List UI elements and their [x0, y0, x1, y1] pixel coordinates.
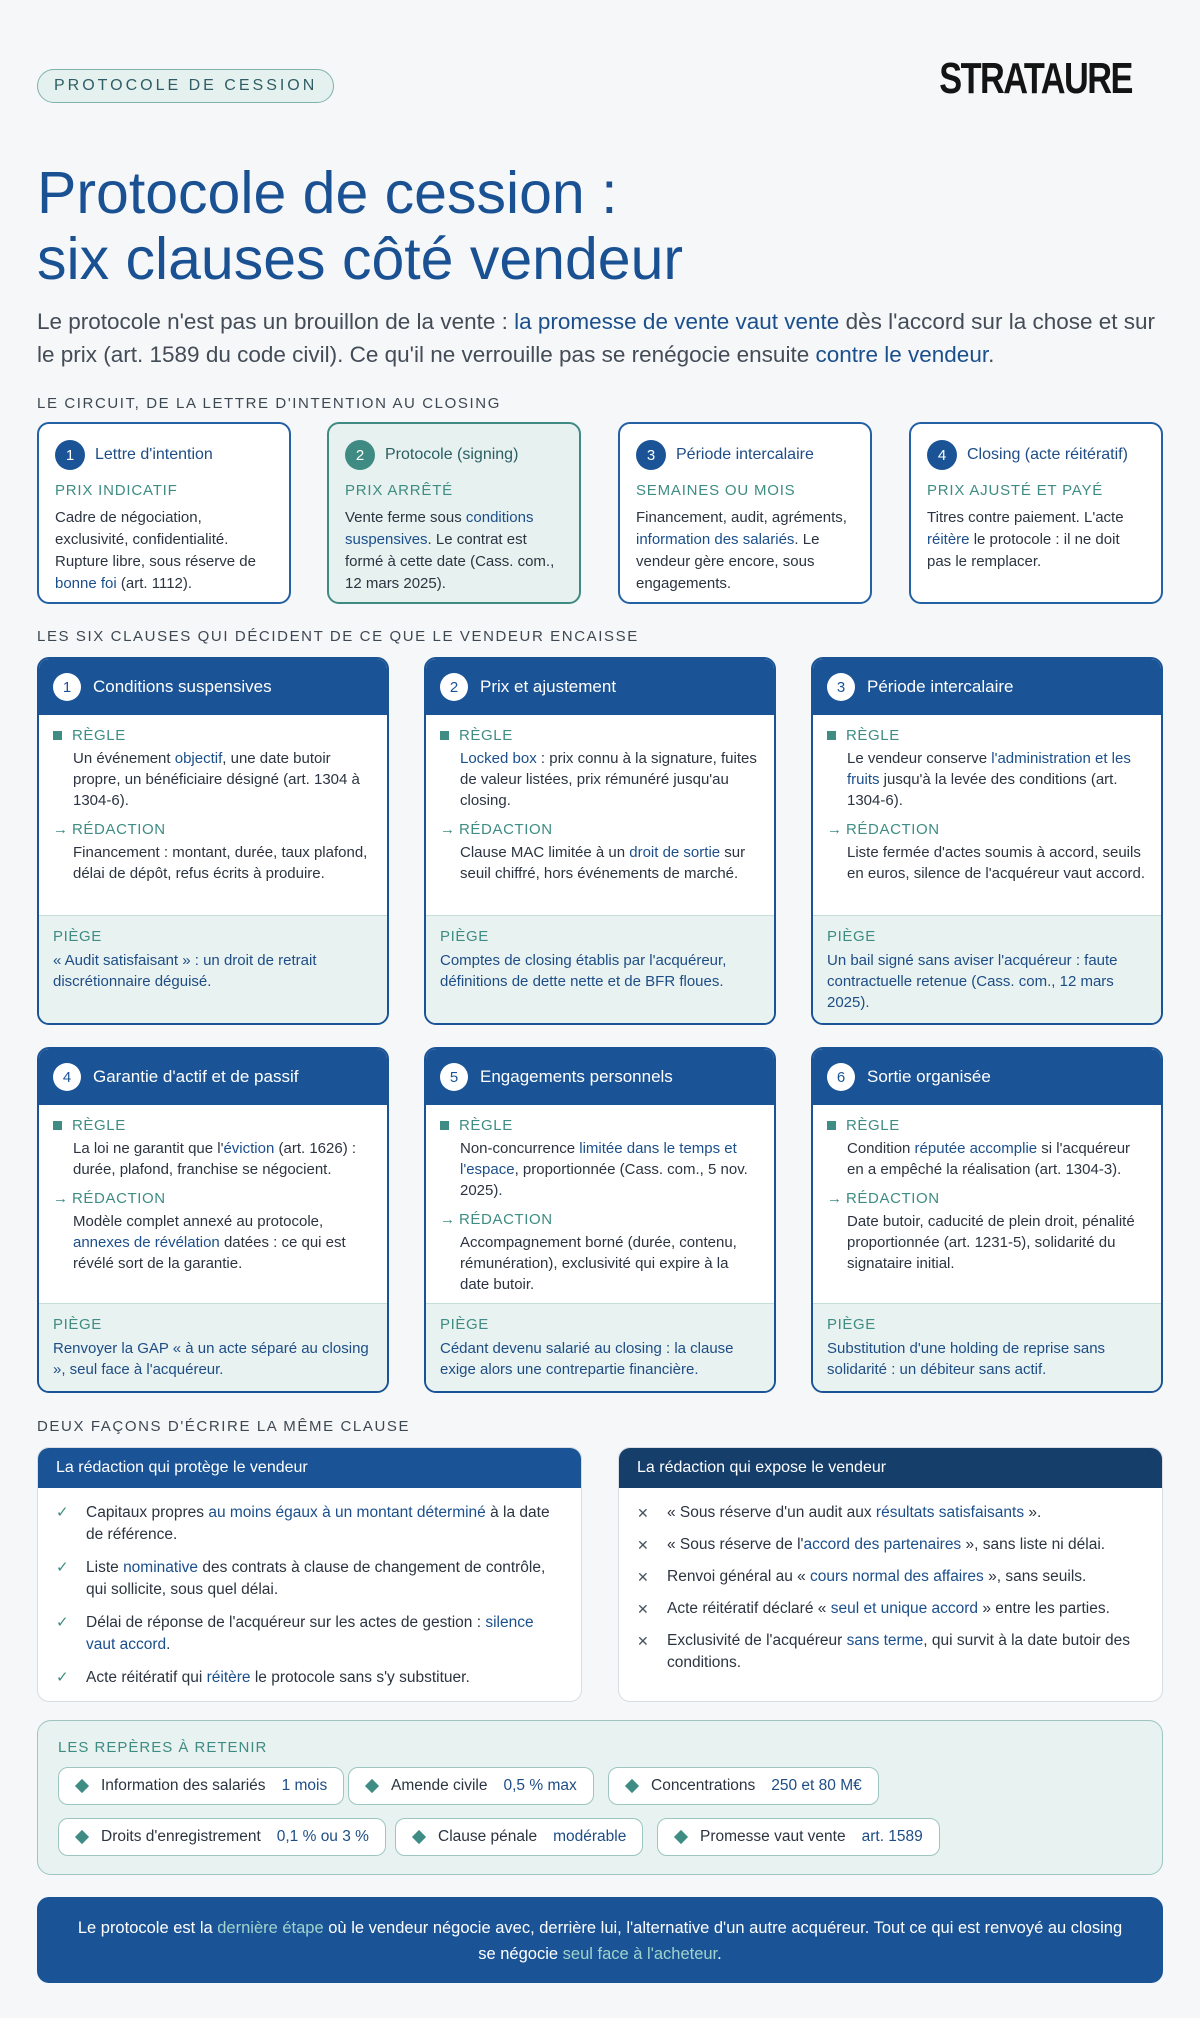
- clause-card-3: [811, 657, 1163, 1025]
- arrow-right-icon: →: [53, 821, 69, 838]
- circuit-step-4: [909, 422, 1163, 604]
- draft-label: RÉDACTION: [72, 1190, 166, 1207]
- clause-card-2: [424, 657, 776, 1025]
- square-bullet-icon: [827, 731, 836, 740]
- step-title: Période intercalaire: [676, 446, 814, 463]
- key-figure-chip: Promesse vaut vente art. 1589: [657, 1818, 940, 1856]
- rule-label: RÈGLE: [846, 1117, 900, 1134]
- rule-label: RÈGLE: [846, 727, 900, 744]
- draft-text: Liste fermée d'actes soumis à accord, seuils en euros, silence de l'acquéreur vaut accord.: [847, 844, 1146, 882]
- check-icon: ✓: [56, 1669, 69, 1686]
- clause-number: 1: [53, 673, 81, 701]
- step-subtitle: PRIX AJUSTÉ ET PAYÉ: [927, 482, 1104, 499]
- step-text: Titres contre paiement. L'acte réitère le protocole : il ne doit pas le remplacer.: [927, 509, 1124, 570]
- cross-icon: ✕: [637, 1569, 649, 1585]
- square-bullet-icon: [53, 731, 62, 740]
- list-item: ✕ « Sous réserve d'un audit aux résultats satisfaisants ».: [637, 1502, 1144, 1524]
- draft-label: RÉDACTION: [72, 821, 166, 838]
- circuit-label: LE CIRCUIT, DE LA LETTRE D'INTENTION AU CLOSING: [37, 395, 501, 412]
- step-number: 3: [636, 440, 666, 470]
- clause-card-1: [37, 657, 389, 1025]
- bad-drafting-title: La rédaction qui expose le vendeur: [619, 1448, 1162, 1488]
- clause-number: 6: [827, 1063, 855, 1091]
- circuit-step-1: [37, 422, 291, 604]
- draft-text: Accompagnement borné (durée, contenu, rémunération), exclusivité qui expire à la date butoir.: [460, 1234, 737, 1293]
- draft-label: RÉDACTION: [459, 1211, 553, 1228]
- diamond-icon: [75, 1830, 89, 1844]
- rule-label: RÈGLE: [459, 1117, 513, 1134]
- clause-title: Période intercalaire: [867, 677, 1014, 696]
- trap-section: [39, 915, 387, 1023]
- circuit-timeline: [37, 422, 1163, 604]
- square-bullet-icon: [440, 731, 449, 740]
- trap-section: [39, 1303, 387, 1391]
- cross-icon: ✕: [637, 1505, 649, 1521]
- trap-label: PIÈGE: [53, 928, 102, 945]
- square-bullet-icon: [440, 1121, 449, 1130]
- key-figure-chip: Information des salariés 1 mois: [58, 1767, 344, 1805]
- clause-card-6: [811, 1047, 1163, 1393]
- bad-drafting-panel: [618, 1447, 1163, 1702]
- trap-section: [426, 915, 774, 1023]
- key-figures-panel: [37, 1720, 1163, 1875]
- draft-label: RÉDACTION: [846, 821, 940, 838]
- clause-title: Garantie d'actif et de passif: [93, 1067, 299, 1086]
- diamond-icon: [365, 1779, 379, 1793]
- trap-label: PIÈGE: [440, 928, 489, 945]
- step-number: 2: [345, 440, 375, 470]
- good-drafting-panel: [37, 1447, 582, 1702]
- step-subtitle: SEMAINES OU MOIS: [636, 482, 796, 499]
- trap-section: [426, 1303, 774, 1391]
- trap-text: « Audit satisfaisant » : un droit de retrait discrétionnaire déguisé.: [53, 952, 317, 990]
- rule-label: RÈGLE: [72, 1117, 126, 1134]
- arrow-right-icon: →: [53, 1190, 69, 1207]
- trap-label: PIÈGE: [827, 1316, 876, 1333]
- step-text: Cadre de négociation, exclusivité, confidentialité. Rupture libre, sous réserve de bonne foi (art. 1112).: [55, 509, 256, 592]
- list-item: ✕ Renvoi général au « cours normal des affaires », sans seuils.: [637, 1566, 1144, 1588]
- key-figure-chip: Amende civile 0,5 % max: [348, 1767, 594, 1805]
- clause-number: 4: [53, 1063, 81, 1091]
- clause-title: Sortie organisée: [867, 1067, 991, 1086]
- list-item: ✓ Liste nominative des contrats à clause de changement de contrôle, qui sollicite, sous quel délai.: [56, 1557, 563, 1601]
- trap-text: Renvoyer la GAP « à un acte séparé au closing », seul face à l'acquéreur.: [53, 1340, 369, 1378]
- compare-label: DEUX FAÇONS D'ÉCRIRE LA MÊME CLAUSE: [37, 1418, 411, 1435]
- list-item: ✕ Exclusivité de l'acquéreur sans terme, qui survit à la date butoir des conditions.: [637, 1630, 1144, 1674]
- circuit-step-3: [618, 422, 872, 604]
- step-title: Closing (acte réitératif): [967, 446, 1128, 463]
- trap-text: Cédant devenu salarié au closing : la clause exige alors une contrepartie financière.: [440, 1340, 734, 1378]
- rule-text: Locked box : prix connu à la signature, fuites de valeur listées, prix rémunéré jusqu'au closing.: [460, 750, 757, 809]
- step-number: 1: [55, 440, 85, 470]
- arrow-right-icon: →: [827, 1190, 843, 1207]
- clause-card-4: [37, 1047, 389, 1393]
- good-drafting-title: La rédaction qui protège le vendeur: [38, 1448, 581, 1488]
- cross-icon: ✕: [637, 1633, 649, 1649]
- intro-paragraph: Le protocole n'est pas un brouillon de la vente : la promesse de vente vaut vente dès l'accord sur la chose et sur le prix (art. 1589 du code civil). Ce qu'il ne verrouille pas se renégocie ensuite contre le vendeur.: [37, 309, 1156, 367]
- trap-text: Substitution d'une holding de reprise sans solidarité : un débiteur sans actif.: [827, 1340, 1106, 1378]
- arrow-right-icon: →: [440, 1211, 456, 1228]
- clause-number: 5: [440, 1063, 468, 1091]
- clause-title: Prix et ajustement: [480, 677, 617, 696]
- trap-text: Comptes de closing établis par l'acquéreur, définitions de dette nette et de BFR floues.: [440, 952, 727, 990]
- page-title: Protocole de cession : six clauses côté vendeur: [37, 160, 684, 292]
- diamond-icon: [412, 1830, 426, 1844]
- step-title: Lettre d'intention: [95, 446, 213, 463]
- trap-text: Un bail signé sans aviser l'acquéreur : faute contractuelle retenue (Cass. com., 12 mars 2025).: [827, 952, 1118, 1011]
- clause-card-5: [424, 1047, 776, 1393]
- list-item: ✓ Acte réitératif qui réitère le protocole sans s'y substituer.: [56, 1667, 563, 1689]
- step-text: Vente ferme sous conditions suspensives. Le contrat est formé à cette date (Cass. com., 12 mars 2025).: [345, 509, 555, 592]
- list-item: ✓ Capitaux propres au moins égaux à un montant déterminé à la date de référence.: [56, 1502, 563, 1546]
- rule-label: RÈGLE: [459, 727, 513, 744]
- list-item: ✕ « Sous réserve de l'accord des partenaires », sans liste ni délai.: [637, 1534, 1144, 1556]
- trap-section: [813, 1303, 1161, 1391]
- rule-text: Le vendeur conserve l'administration et les fruits jusqu'à la levée des conditions (art. 1304-6).: [847, 750, 1131, 809]
- rule-text: Un événement objectif, une date butoir propre, un bénéficiaire désigné (art. 1304 à 1304-6).: [73, 750, 360, 809]
- draft-text: Modèle complet annexé au protocole, annexes de révélation datées : ce qui est révélé sort de la garantie.: [73, 1213, 346, 1272]
- cross-icon: ✕: [637, 1537, 649, 1553]
- key-figure-chip: Droits d'enregistrement 0,1 % ou 3 %: [58, 1818, 386, 1856]
- draft-text: Financement : montant, durée, taux plafond, délai de dépôt, refus écrits à produire.: [73, 844, 368, 882]
- check-icon: ✓: [56, 1559, 69, 1576]
- trap-section: [813, 915, 1161, 1023]
- square-bullet-icon: [827, 1121, 836, 1130]
- draft-label: RÉDACTION: [459, 821, 553, 838]
- draft-text: Date butoir, caducité de plein droit, pénalité proportionnée (art. 1231-5), solidarité du signataire initial.: [847, 1213, 1135, 1272]
- clause-number: 2: [440, 673, 468, 701]
- diamond-icon: [75, 1779, 89, 1793]
- conclusion-banner: Le protocole est la dernière étape où le vendeur négocie avec, derrière lui, l'alternative d'un autre acquéreur. Tout ce qui est renvoyé au closing se négocie seul face à l'acheteur.: [37, 1897, 1163, 1983]
- list-item: ✕ Acte réitératif déclaré « seul et unique accord » entre les parties.: [637, 1598, 1144, 1620]
- diamond-icon: [674, 1830, 688, 1844]
- clause-title: Engagements personnels: [480, 1067, 673, 1086]
- brand-logo: STRATAURE: [939, 54, 1132, 103]
- clause-number: 3: [827, 673, 855, 701]
- list-item: ✓ Délai de réponse de l'acquéreur sur les actes de gestion : silence vaut accord.: [56, 1612, 563, 1656]
- step-title: Protocole (signing): [385, 446, 519, 463]
- key-figures-title: LES REPÈRES À RETENIR: [58, 1739, 268, 1756]
- rule-text: Condition réputée accomplie si l'acquéreur en a empêché la réalisation (art. 1304-3).: [847, 1140, 1131, 1178]
- rule-text: La loi ne garantit que l'éviction (art. 1626) : durée, plafond, franchise se négocient.: [73, 1140, 357, 1178]
- rule-label: RÈGLE: [72, 727, 126, 744]
- draft-text: Clause MAC limitée à un droit de sortie sur seuil chiffré, hors événements de marché.: [460, 844, 746, 882]
- key-figure-chip: Clause pénale modérable: [395, 1818, 643, 1856]
- draft-label: RÉDACTION: [846, 1190, 940, 1207]
- rule-text: Non-concurrence limitée dans le temps et l'espace, proportionnée (Cass. com., 5 nov. 2025).: [460, 1140, 748, 1199]
- trap-label: PIÈGE: [440, 1316, 489, 1333]
- trap-label: PIÈGE: [827, 928, 876, 945]
- step-subtitle: PRIX ARRÊTÉ: [345, 482, 453, 499]
- cross-icon: ✕: [637, 1601, 649, 1617]
- diamond-icon: [625, 1779, 639, 1793]
- arrow-right-icon: →: [440, 821, 456, 838]
- step-text: Financement, audit, agréments, information des salariés. Le vendeur gère encore, sous engagements.: [636, 509, 847, 592]
- clauses-label: LES SIX CLAUSES QUI DÉCIDENT DE CE QUE LE VENDEUR ENCAISSE: [37, 628, 639, 645]
- step-number: 4: [927, 440, 957, 470]
- circuit-step-2: [327, 422, 581, 604]
- square-bullet-icon: [53, 1121, 62, 1130]
- key-figure-chip: Concentrations 250 et 80 M€: [608, 1767, 879, 1805]
- step-subtitle: PRIX INDICATIF: [55, 482, 178, 499]
- check-icon: ✓: [56, 1504, 69, 1521]
- trap-label: PIÈGE: [53, 1316, 102, 1333]
- clause-title: Conditions suspensives: [93, 677, 272, 696]
- category-pill: PROTOCOLE DE CESSION: [37, 69, 334, 103]
- check-icon: ✓: [56, 1614, 69, 1631]
- arrow-right-icon: →: [827, 821, 843, 838]
